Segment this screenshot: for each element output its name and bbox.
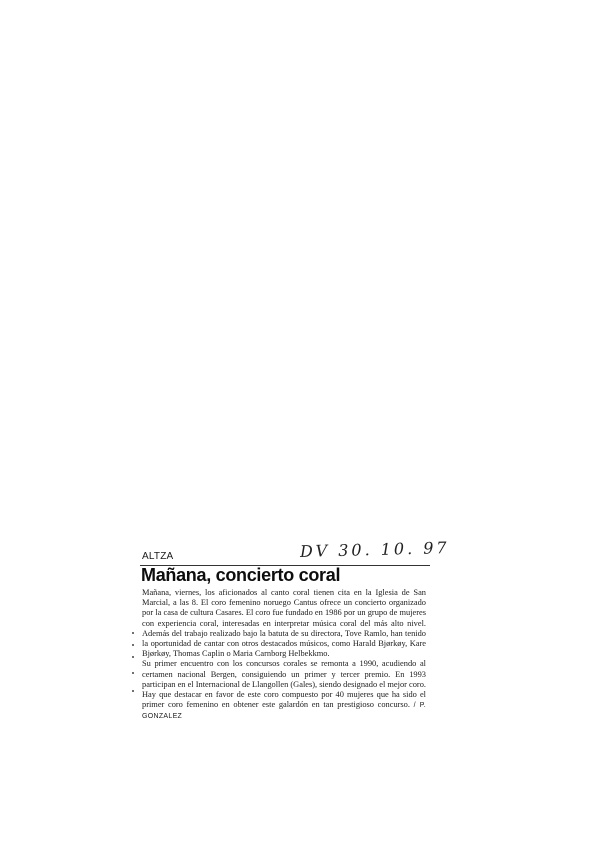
section-label: ALTZA — [142, 551, 174, 562]
article-headline: Mañana, concierto coral — [141, 565, 341, 585]
handwritten-date-annotation: DV 30. 10. 97 — [299, 538, 450, 561]
author-signature: / P. GONZALEZ — [142, 702, 427, 721]
article-body — [142, 588, 426, 723]
article-paragraph-text: Su primer encuentro con los concursos corales se remonta a 1990, acudiendo al certamen nacional Bergen, consiguiendo un primer y tercer premio. En 1993 participan en el Internacional de Llangollen (Gales), siendo designado el mejor coro. Hay que destacar en favor de este coro compuesto por 40 mujeres que ha sido el primer coro femenino en obtener este galardón en tan prestigioso concurso. — [142, 659, 426, 710]
article-paragraph — [142, 659, 426, 722]
article-paragraph: Mañana, viernes, los aficionados al canto coral tienen cita en la Iglesia de San Marcial, a las 8. El coro femenino noruego Cantus ofrece un concierto organizado por la casa de cultura Casares. El coro fue fundado en 1986 por un grupo de mujeres con experiencia coral, interesadas en interpretar música coral del más alto nivel. Además del trabajo realizado bajo la batuta de su directora, Tove Ramlo, han tenido la oportunidad de cantar con otros destacados músicos, como Harald Bjørkøy, Kare Bjørkøy, Thomas Caplin o Maria Carnborg Helbekkmo. — [142, 588, 426, 659]
margin-marks — [132, 632, 136, 702]
